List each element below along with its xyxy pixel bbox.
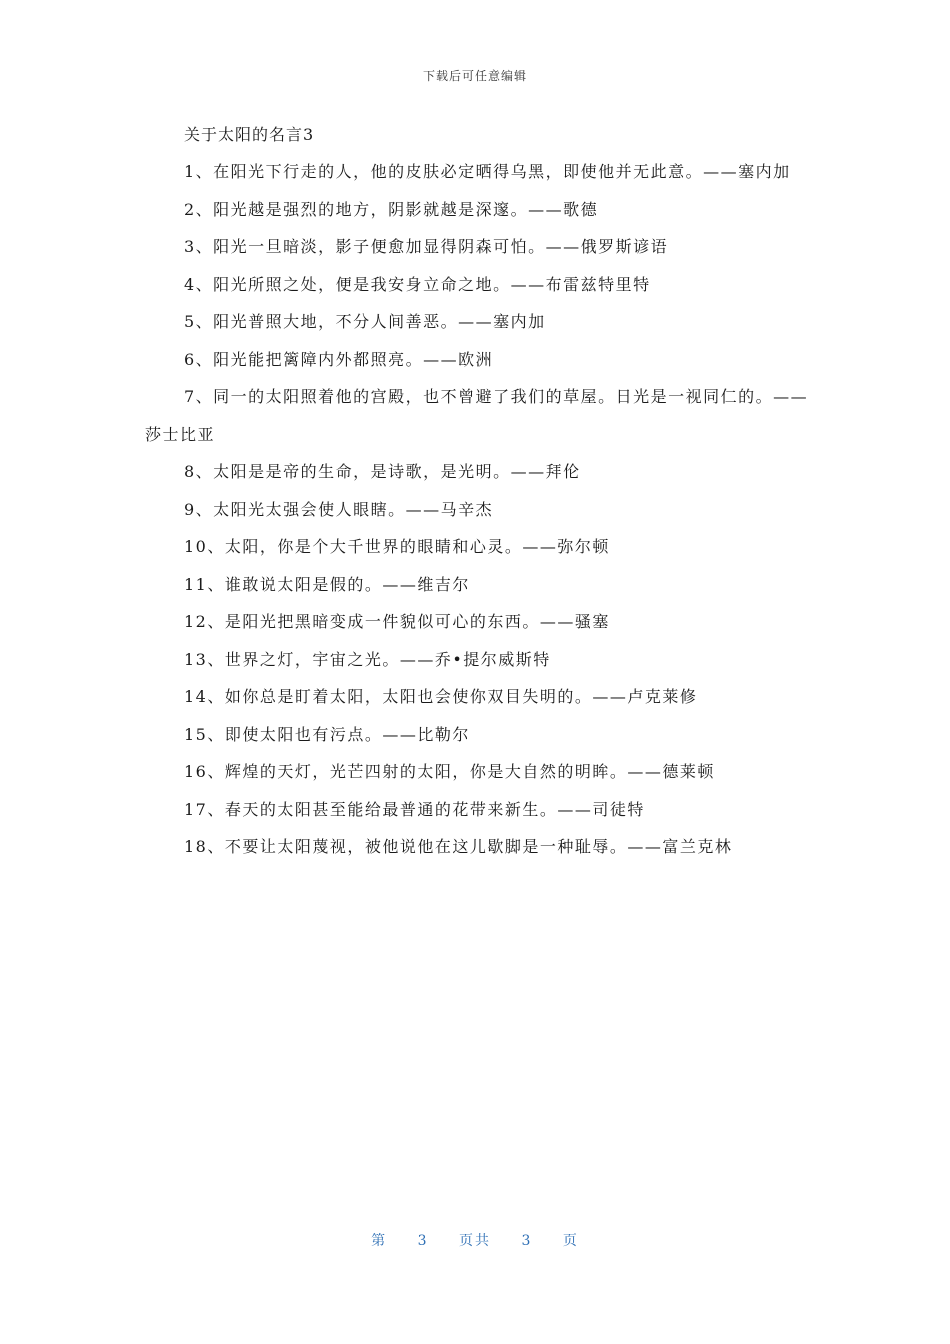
footer-page-suffix: 页 <box>562 1233 579 1249</box>
quote-item-4: 4、阳光所照之处，便是我安身立命之地。——布雷兹特里特 <box>184 274 651 294</box>
footer-page-label: 第 <box>371 1233 388 1249</box>
quote-item-5: 5、阳光普照大地，不分人间善恶。——塞内加 <box>184 312 546 331</box>
footer-page-current: 3 <box>417 1233 429 1249</box>
quote-item-1: 1、在阳光下行走的人，他的皮肤必定晒得乌黑，即使他并无此意。——塞内加 <box>184 162 791 181</box>
quote-item-13: 13、世界之灯，宇宙之光。——乔•提尔威斯特 <box>184 649 551 669</box>
page-header: 下载后可任意编辑 <box>422 69 527 83</box>
quote-list <box>145 153 815 866</box>
footer-page-total: 3 <box>521 1233 533 1249</box>
quote-item-15: 15、即使太阳也有污点。——比勒尔 <box>184 724 470 744</box>
quote-item-18: 18、不要让太阳蔑视，被他说他在这儿歇脚是一种耻辱。——富兰克林 <box>184 837 733 856</box>
quote-item-10: 10、太阳，你是个大千世界的眼睛和心灵。——弥尔顿 <box>184 537 610 556</box>
page-footer <box>0 1230 950 1250</box>
document-title: 关于太阳的名言3 <box>184 125 315 144</box>
quote-item-12: 12、是阳光把黑暗变成一件貌似可心的东西。——骚塞 <box>184 612 610 631</box>
quote-item-8: 8、太阳是是帝的生命，是诗歌，是光明。——拜伦 <box>184 462 581 481</box>
quote-item-9: 9、太阳光太强会使人眼瞎。——马辛杰 <box>184 499 494 519</box>
quote-item-6: 6、阳光能把篱障内外都照亮。——欧洲 <box>184 349 494 369</box>
quote-item-3: 3、阳光一旦暗淡，影子便愈加显得阴森可怕。——俄罗斯谚语 <box>184 237 669 256</box>
quote-item-17: 17、春天的太阳甚至能给最普通的花带来新生。——司徒特 <box>184 799 645 819</box>
quote-item-11: 11、谁敢说太阳是假的。——维吉尔 <box>184 574 470 594</box>
quote-item-16: 16、辉煌的天灯，光芒四射的太阳，你是大自然的明眸。——德莱顿 <box>184 762 715 781</box>
footer-page-of-label: 页共 <box>459 1233 491 1249</box>
quote-item-14: 14、如你总是盯着太阳，太阳也会使你双目失明的。——卢克莱修 <box>184 687 698 706</box>
quote-item-7: 7、同一的太阳照着他的宫殿，也不曾避了我们的草屋。日光是一视同仁的。——莎士比亚 <box>145 387 809 444</box>
quote-item-2: 2、阳光越是强烈的地方，阴影就越是深邃。——歌德 <box>184 199 599 219</box>
